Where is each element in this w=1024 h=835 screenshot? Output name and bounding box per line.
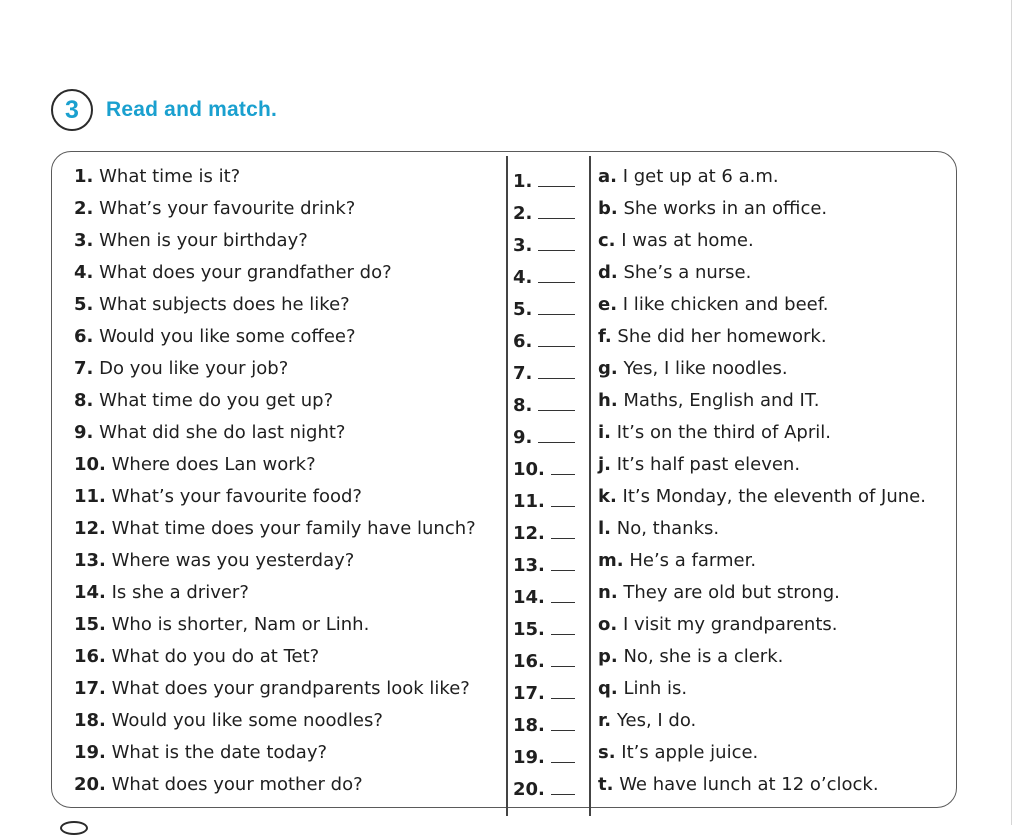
answer-item: [598, 770, 926, 802]
answer-item: [598, 546, 926, 578]
answer-blank-number: 9.: [513, 427, 533, 448]
answer-letter: g.: [598, 358, 618, 379]
question-text: What do you do at Tet?: [111, 646, 320, 667]
question-number: 14.: [74, 582, 106, 603]
question-item: [74, 162, 476, 194]
answer-text: I was at home.: [621, 230, 754, 251]
answer-blank-field[interactable]: [551, 697, 575, 699]
answer-text: It’s on the third of April.: [616, 422, 831, 443]
question-number: 13.: [74, 550, 106, 571]
question-item: [74, 546, 476, 578]
answer-blank-number: 3.: [513, 235, 533, 256]
answer-blank-field[interactable]: [538, 377, 575, 379]
answer-text: I like chicken and beef.: [622, 294, 829, 315]
answer-blank-row: [513, 711, 575, 743]
question-text: Would you like some coffee?: [99, 326, 356, 347]
question-text: What does your grandfather do?: [99, 262, 392, 283]
question-text: What is the date today?: [111, 742, 328, 763]
question-number: 4.: [74, 262, 94, 283]
question-text: When is your birthday?: [99, 230, 308, 251]
answer-blank-number: 1.: [513, 171, 533, 192]
answer-blank-row: [513, 519, 575, 551]
answer-letter: p.: [598, 646, 618, 667]
question-text: Do you like your job?: [99, 358, 289, 379]
exercise-header: [51, 89, 277, 131]
answer-letter: b.: [598, 198, 618, 219]
answer-blank-number: 19.: [513, 747, 545, 768]
answer-letter: k.: [598, 486, 617, 507]
question-item: [74, 674, 476, 706]
answer-blank-number: 7.: [513, 363, 533, 384]
answer-blank-row: [513, 167, 575, 199]
answer-text: It’s apple juice.: [621, 742, 759, 763]
answer-blank-number: 2.: [513, 203, 533, 224]
answer-blank-row: [513, 423, 575, 455]
answer-letter: q.: [598, 678, 618, 699]
answer-text: Maths, English and IT.: [623, 390, 820, 411]
answer-letter: f.: [598, 326, 612, 347]
answer-blank-row: [513, 263, 575, 295]
question-item: [74, 514, 476, 546]
answer-item: [598, 610, 926, 642]
question-item: [74, 450, 476, 482]
question-text: What did she do last night?: [99, 422, 346, 443]
answer-blank-row: [513, 359, 575, 391]
answer-blank-field[interactable]: [551, 665, 575, 667]
next-exercise-badge-edge: [60, 821, 88, 835]
column-divider-left: [506, 156, 508, 816]
exercise-title: Read and match.: [106, 98, 278, 121]
questions-list: [74, 162, 476, 802]
question-text: Where does Lan work?: [111, 454, 316, 475]
answer-blank-field[interactable]: [551, 761, 575, 763]
question-text: What’s your favourite drink?: [99, 198, 356, 219]
answer-blank-row: [513, 199, 575, 231]
question-item: [74, 322, 476, 354]
question-item: [74, 706, 476, 738]
answer-blank-field[interactable]: [551, 473, 575, 475]
question-item: [74, 770, 476, 802]
question-number: 17.: [74, 678, 106, 699]
answer-text: Yes, I do.: [616, 710, 697, 731]
answer-item: [598, 418, 926, 450]
answer-letter: c.: [598, 230, 616, 251]
answer-blank-number: 16.: [513, 651, 545, 672]
question-item: [74, 386, 476, 418]
answers-list: [598, 162, 926, 802]
answer-blank-row: [513, 295, 575, 327]
question-number: 18.: [74, 710, 106, 731]
question-text: Is she a driver?: [111, 582, 249, 603]
answer-letter: r.: [598, 710, 612, 731]
answer-text: She works in an office.: [623, 198, 828, 219]
answer-blank-field[interactable]: [538, 249, 575, 251]
answer-letter: s.: [598, 742, 616, 763]
answer-text: We have lunch at 12 o’clock.: [619, 774, 879, 795]
answer-blank-row: [513, 679, 575, 711]
answer-text: It’s half past eleven.: [616, 454, 801, 475]
question-text: What time does your family have lunch?: [111, 518, 476, 539]
question-number: 7.: [74, 358, 94, 379]
answer-blank-number: 10.: [513, 459, 545, 480]
answer-blank-number: 8.: [513, 395, 533, 416]
answer-item: [598, 290, 926, 322]
question-text: Who is shorter, Nam or Linh.: [111, 614, 370, 635]
answer-letter: d.: [598, 262, 618, 283]
question-item: [74, 290, 476, 322]
question-number: 12.: [74, 518, 106, 539]
answer-blank-number: 20.: [513, 779, 545, 800]
answer-blank-field[interactable]: [538, 217, 575, 219]
answer-blank-row: [513, 743, 575, 775]
answer-letter: j.: [598, 454, 612, 475]
exercise-number-badge: 3: [51, 89, 93, 131]
answer-blank-row: [513, 647, 575, 679]
answer-item: [598, 162, 926, 194]
question-item: [74, 610, 476, 642]
answer-blank-field[interactable]: [551, 633, 575, 635]
answer-letter: n.: [598, 582, 618, 603]
answer-blank-field[interactable]: [538, 409, 575, 411]
question-number: 10.: [74, 454, 106, 475]
answer-item: [598, 578, 926, 610]
answer-item: [598, 738, 926, 770]
column-divider-right: [589, 156, 591, 816]
question-number: 19.: [74, 742, 106, 763]
question-number: 15.: [74, 614, 106, 635]
question-text: What does your grandparents look like?: [111, 678, 470, 699]
answer-blanks-list: [513, 167, 575, 807]
answer-blank-number: 15.: [513, 619, 545, 640]
answer-text: No, thanks.: [616, 518, 720, 539]
answer-item: [598, 706, 926, 738]
question-item: [74, 738, 476, 770]
answer-blank-number: 4.: [513, 267, 533, 288]
question-text: What does your mother do?: [111, 774, 363, 795]
question-item: [74, 194, 476, 226]
answer-blank-field[interactable]: [551, 793, 575, 795]
question-number: 16.: [74, 646, 106, 667]
answer-blank-row: [513, 551, 575, 583]
answer-blank-field[interactable]: [551, 537, 575, 539]
answer-blank-row: [513, 231, 575, 263]
answer-letter: i.: [598, 422, 612, 443]
answer-letter: e.: [598, 294, 618, 315]
answer-blank-field[interactable]: [538, 441, 575, 443]
answer-text: Linh is.: [623, 678, 688, 699]
answer-letter: o.: [598, 614, 618, 635]
answer-letter: a.: [598, 166, 617, 187]
question-text: What subjects does he like?: [99, 294, 350, 315]
answer-item: [598, 258, 926, 290]
answer-blank-row: [513, 487, 575, 519]
answer-letter: l.: [598, 518, 612, 539]
answer-item: [598, 322, 926, 354]
answer-item: [598, 674, 926, 706]
answer-letter: m.: [598, 550, 624, 571]
answer-blank-number: 17.: [513, 683, 545, 704]
answer-blank-row: [513, 615, 575, 647]
answer-blank-row: [513, 775, 575, 807]
question-item: [74, 578, 476, 610]
question-number: 1.: [74, 166, 94, 187]
answer-item: [598, 386, 926, 418]
answer-blank-field[interactable]: [551, 569, 575, 571]
question-number: 20.: [74, 774, 106, 795]
answer-text: They are old but strong.: [623, 582, 840, 603]
answer-blank-field[interactable]: [538, 313, 575, 315]
answer-item: [598, 514, 926, 546]
question-item: [74, 418, 476, 450]
answer-blank-number: 12.: [513, 523, 545, 544]
answer-blank-field[interactable]: [551, 505, 575, 507]
question-number: 9.: [74, 422, 94, 443]
answer-item: [598, 226, 926, 258]
answer-blank-field[interactable]: [538, 281, 575, 283]
question-text: What’s your favourite food?: [111, 486, 362, 507]
question-text: Would you like some noodles?: [111, 710, 383, 731]
question-text: Where was you yesterday?: [111, 550, 355, 571]
answer-item: [598, 450, 926, 482]
answer-blank-field[interactable]: [538, 345, 575, 347]
question-number: 3.: [74, 230, 94, 251]
answer-blank-number: 5.: [513, 299, 533, 320]
answer-blank-field[interactable]: [551, 601, 575, 603]
answer-blank-field[interactable]: [551, 729, 575, 731]
answer-blank-number: 11.: [513, 491, 545, 512]
question-number: 5.: [74, 294, 94, 315]
answer-text: No, she is a clerk.: [623, 646, 784, 667]
answer-blank-field[interactable]: [538, 185, 575, 187]
answer-text: I get up at 6 a.m.: [622, 166, 779, 187]
answer-blank-row: [513, 455, 575, 487]
answer-blank-row: [513, 391, 575, 423]
question-text: What time do you get up?: [99, 390, 334, 411]
question-number: 11.: [74, 486, 106, 507]
answer-item: [598, 642, 926, 674]
answer-text: It’s Monday, the eleventh of June.: [622, 486, 926, 507]
question-item: [74, 482, 476, 514]
answer-blank-number: 6.: [513, 331, 533, 352]
page-edge-line: [1011, 0, 1012, 825]
question-number: 2.: [74, 198, 94, 219]
question-item: [74, 354, 476, 386]
question-item: [74, 226, 476, 258]
answer-item: [598, 354, 926, 386]
answer-item: [598, 194, 926, 226]
answer-text: Yes, I like noodles.: [623, 358, 788, 379]
answer-text: He’s a farmer.: [629, 550, 757, 571]
question-text: What time is it?: [99, 166, 241, 187]
answer-text: She’s a nurse.: [623, 262, 752, 283]
question-number: 6.: [74, 326, 94, 347]
answer-blank-row: [513, 583, 575, 615]
answer-blank-number: 14.: [513, 587, 545, 608]
answer-blank-row: [513, 327, 575, 359]
answer-letter: t.: [598, 774, 614, 795]
answer-blank-number: 18.: [513, 715, 545, 736]
answer-item: [598, 482, 926, 514]
answer-letter: h.: [598, 390, 618, 411]
answer-text: I visit my grandparents.: [622, 614, 838, 635]
question-item: [74, 258, 476, 290]
answer-blank-number: 13.: [513, 555, 545, 576]
answer-text: She did her homework.: [617, 326, 827, 347]
question-number: 8.: [74, 390, 94, 411]
question-item: [74, 642, 476, 674]
